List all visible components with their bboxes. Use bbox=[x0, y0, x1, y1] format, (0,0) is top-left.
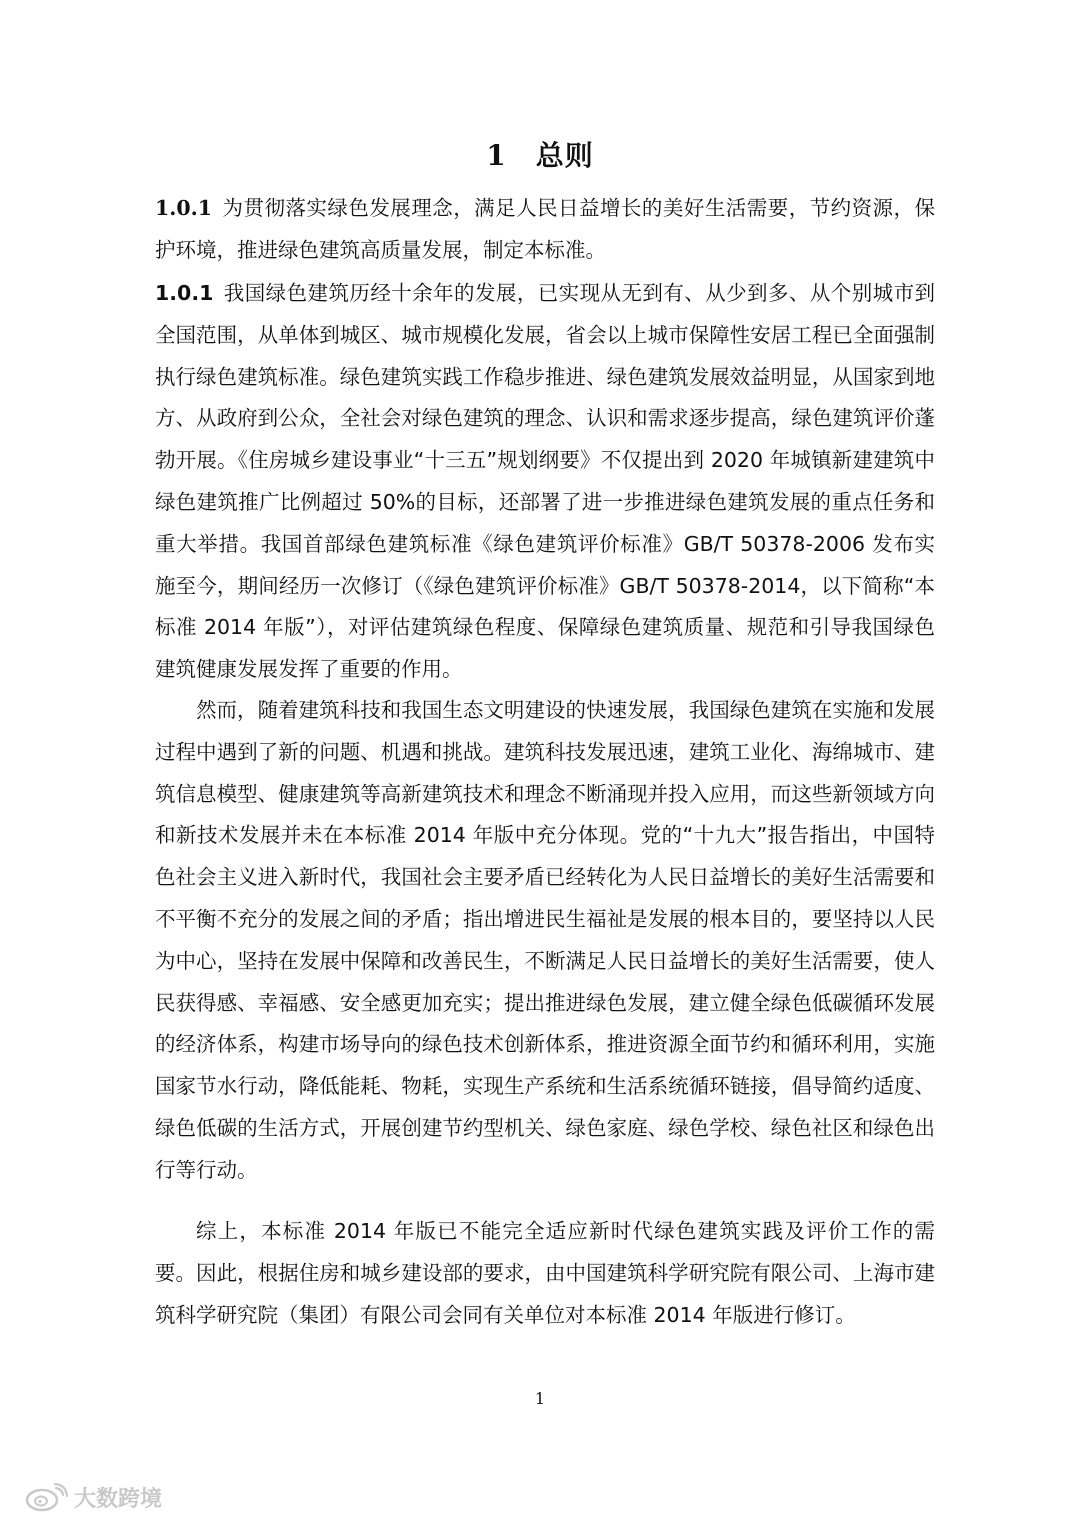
chapter-title: 1 总则 bbox=[486, 139, 594, 172]
watermark bbox=[24, 1480, 224, 1514]
clause-1-0-1 bbox=[155, 188, 935, 272]
explanation-paragraph-1 bbox=[155, 273, 935, 691]
explanation-section bbox=[155, 273, 935, 691]
clause-text: 为贯彻落实绿色发展理念，满足人民日益增长的美好生活需要，节约资源，保护环境，推进绿色建筑高质量发展，制定本标准。 bbox=[155, 196, 935, 262]
clause-number: 1.0.1 bbox=[155, 196, 213, 220]
watermark-text: 大数跨境 bbox=[74, 1486, 163, 1512]
weibo-logo-icon bbox=[24, 1482, 68, 1512]
clause-paragraph bbox=[155, 188, 935, 272]
page-number: 1 bbox=[534, 1389, 546, 1408]
explanation-paragraph-3: 综上，本标准 2014 年版已不能完全适应新时代绿色建筑实践及评价工作的需要。因此，根据住房和城乡建设部的要求，由中国建筑科学研究院有限公司、上海市建筑科学研究院（集团）有限公司会同有关单位对本标准 2014 年版进行修订。 bbox=[155, 1219, 935, 1327]
explanation-number: 1.0.1 bbox=[155, 281, 214, 305]
explanation-paragraph-1-text: 我国绿色建筑历经十余年的发展，已实现从无到有、从少到多、从个别城市到全国范围，从单体到城区、城市规模化发展，省会以上城市保障性安居工程已全面强制执行绿色建筑标准。绿色建筑实践工作稳步推进、绿色建筑发展效益明显，从国家到地方、从政府到公众，全社会对绿色建筑的理念、认识和需求逐步提高，绿色建筑评价蓬勃开展。《住房城乡建设事业“十三五”规划纲要》不仅提出到 2020 年城镇新建建筑中绿色建筑推广比例超过 50%的目标，还部署了进一步推进绿色建筑发展的重点任务和重大举措。我国首部绿色建筑标准《绿色建筑评价标准》GB/T 50378-2006 发布实施至今，期间经历一次修订（《绿色建筑评价标准》GB/T 50378-2014，以下简称“本标准 2014 年版”），对评估建筑绿色程度、保障绿色建筑质量、规范和引导我国绿色建筑健康发展发挥了重要的作用。 bbox=[155, 281, 935, 682]
explanation-paragraph-2: 然而，随着建筑科技和我国生态文明建设的快速发展，我国绿色建筑在实施和发展过程中遇到了新的问题、机遇和挑战。建筑科技发展迅速，建筑工业化、海绵城市、建筑信息模型、健康建筑等高新建筑技术和理念不断涌现并投入应用，而这些新领域方向和新技术发展并未在本标准 2014 年版中充分体现。党的“十九大”报告指出，中国特色社会主义进入新时代，我国社会主要矛盾已经转化为人民日益增长的美好生活需要和不平衡不充分的发展之间的矛盾；指出增进民生福祉是发展的根本目的，要坚持以人民为中心，坚持在发展中保障和改善民生，不断满足人民日益增长的美好生活需要，使人民获得感、幸福感、安全感更加充实；提出推进绿色发展，建立健全绿色低碳循环发展的经济体系，构建市场导向的绿色技术创新体系，推进资源全面节约和循环利用，实施国家节水行动，降低能耗、物耗，实现生产系统和生活系统循环链接，倡导简约适度、绿色低碳的生活方式，开展创建节约型机关、绿色家庭、绿色学校、绿色社区和绿色出行等行动。 bbox=[155, 698, 935, 1182]
